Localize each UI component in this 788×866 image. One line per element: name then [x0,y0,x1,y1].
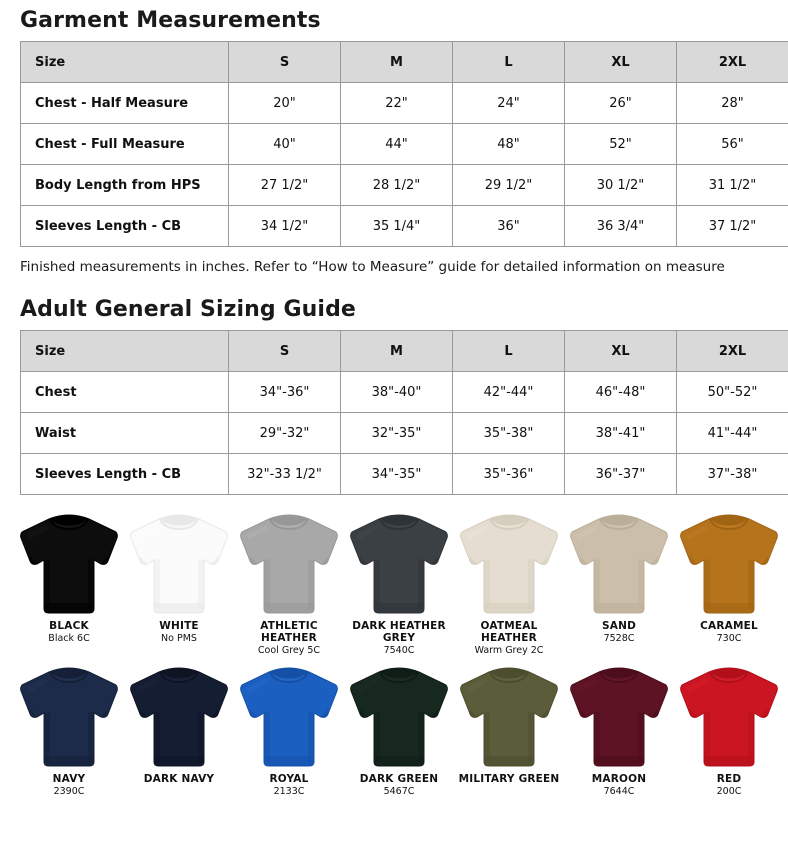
cell-value: 38"-41" [565,413,677,454]
column-header-xl: XL [565,331,677,372]
cell-value: 27 1/2" [229,165,341,206]
color-swatch[interactable] [14,658,124,799]
color-pms-code: 7528C [603,633,635,644]
cell-value: 20" [229,83,341,124]
column-header-s: S [229,331,341,372]
row-label: Sleeves Length - CB [21,206,229,247]
color-name: BLACK [49,620,89,632]
column-header-l: L [453,42,565,83]
sweatshirt-icon [676,662,782,770]
table-row [21,165,788,206]
cell-value: 37"-38" [677,454,788,495]
color-name: ROYAL [269,773,309,785]
garment-measurements-title: Garment Measurements [20,8,321,33]
cell-value: 31 1/2" [677,165,788,206]
sweatshirt-icon [456,662,562,770]
measurement-note: Finished measurements in inches. Refer to “How to Measure” guide for detailed information on measure [20,259,725,275]
cell-value: 32"-33 1/2" [229,454,341,495]
cell-value: 35"-36" [453,454,565,495]
color-pms-code: Cool Grey 5C [257,645,321,656]
cell-value: 48" [453,124,565,165]
sweatshirt-icon [236,662,342,770]
column-header-2xl: 2XL [677,331,788,372]
color-pms-code: No PMS [161,633,197,644]
sweatshirt-icon [566,662,672,770]
row-label: Body Length from HPS [21,165,229,206]
color-pms-code: 7540C [383,645,415,656]
sweatshirt-icon [236,509,342,617]
color-name: WHITE [159,620,199,632]
sweatshirt-icon [566,509,672,617]
column-header-l: L [453,331,565,372]
color-swatch[interactable] [564,505,674,658]
color-swatch[interactable] [124,658,234,799]
color-swatch[interactable] [14,505,124,658]
color-name: DARK HEATHER GREY [352,620,446,644]
cell-value: 38"-40" [341,372,453,413]
color-pms-code: Black 6C [48,633,90,644]
table-row [21,83,788,124]
color-name: CARAMEL [700,620,758,632]
sweatshirt-icon [126,509,232,617]
color-swatch[interactable] [344,658,454,799]
sweatshirt-icon [456,509,562,617]
color-swatch[interactable] [674,658,784,799]
color-name: RED [716,773,742,785]
cell-value: 34 1/2" [229,206,341,247]
color-swatch[interactable] [454,505,564,658]
color-swatch[interactable] [674,505,784,658]
color-pms-code: Warm Grey 2C [474,645,544,656]
color-pms-code: 5467C [383,786,415,797]
cell-value: 35"-38" [453,413,565,454]
table-row [21,454,788,495]
row-label: Waist [21,413,229,454]
cell-value: 34"-36" [229,372,341,413]
color-name: OATMEAL HEATHER [480,620,538,644]
cell-value: 41"-44" [677,413,788,454]
cell-value: 24" [453,83,565,124]
cell-value: 46"-48" [565,372,677,413]
cell-value: 30 1/2" [565,165,677,206]
cell-value: 34"-35" [341,454,453,495]
color-swatch[interactable] [454,658,564,799]
column-header-size: Size [21,42,229,83]
table-row [21,206,788,247]
color-name: MAROON [591,773,647,785]
color-swatch-grid [0,505,788,799]
row-label: Chest [21,372,229,413]
cell-value: 28 1/2" [341,165,453,206]
column-header-m: M [341,331,453,372]
cell-value: 36"-37" [565,454,677,495]
color-swatch[interactable] [344,505,454,658]
table-row [21,372,788,413]
garment-measurements-table [20,41,788,247]
sweatshirt-icon [346,509,452,617]
cell-value: 42"-44" [453,372,565,413]
color-swatch-row-1 [14,505,774,658]
sweatshirt-icon [346,662,452,770]
color-name: SAND [602,620,636,632]
color-pms-code: 200C [716,786,742,797]
sweatshirt-icon [16,662,122,770]
table-header-row [21,42,788,83]
sweatshirt-icon [16,509,122,617]
row-label: Chest - Full Measure [21,124,229,165]
color-swatch[interactable] [124,505,234,658]
color-name: ATHLETIC HEATHER [260,620,318,644]
color-swatch-row-2 [14,658,774,799]
color-swatch[interactable] [234,505,344,658]
color-name: MILITARY GREEN [458,773,560,785]
table-row [21,124,788,165]
color-name: DARK GREEN [359,773,439,785]
adult-general-sizing-title: Adult General Sizing Guide [20,297,356,322]
column-header-xl: XL [565,42,677,83]
cell-value: 29 1/2" [453,165,565,206]
color-swatch[interactable] [564,658,674,799]
cell-value: 52" [565,124,677,165]
column-header-m: M [341,42,453,83]
cell-value: 36 3/4" [565,206,677,247]
cell-value: 37 1/2" [677,206,788,247]
color-pms-code: 730C [716,633,742,644]
adult-general-sizing-table [20,330,788,495]
color-pms-code: 2390C [53,786,85,797]
color-name: NAVY [52,773,86,785]
color-pms-code: 7644C [603,786,635,797]
color-pms-code: 2133C [273,786,305,797]
table-row [21,413,788,454]
column-header-2xl: 2XL [677,42,788,83]
sweatshirt-icon [126,662,232,770]
cell-value: 35 1/4" [341,206,453,247]
column-header-size: Size [21,331,229,372]
cell-value: 26" [565,83,677,124]
cell-value: 56" [677,124,788,165]
cell-value: 36" [453,206,565,247]
cell-value: 28" [677,83,788,124]
color-swatch[interactable] [234,658,344,799]
row-label: Sleeves Length - CB [21,454,229,495]
table-header-row [21,331,788,372]
row-label: Chest - Half Measure [21,83,229,124]
cell-value: 22" [341,83,453,124]
color-name: DARK NAVY [143,773,215,785]
cell-value: 50"-52" [677,372,788,413]
cell-value: 44" [341,124,453,165]
sweatshirt-icon [676,509,782,617]
cell-value: 29"-32" [229,413,341,454]
column-header-s: S [229,42,341,83]
cell-value: 40" [229,124,341,165]
cell-value: 32"-35" [341,413,453,454]
